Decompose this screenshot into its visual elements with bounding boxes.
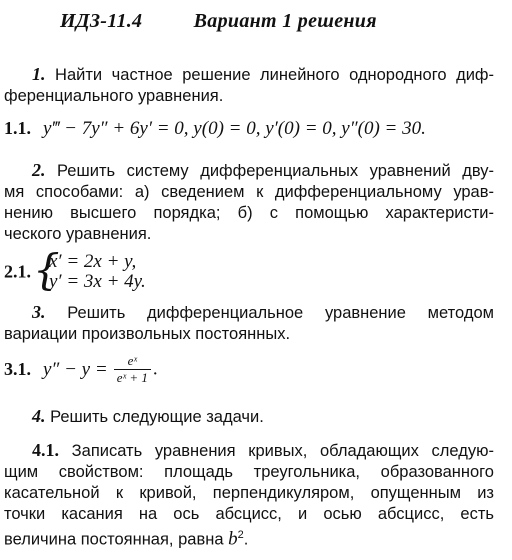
page-header [60,10,377,33]
task-4-1-number: 4.1. [32,440,59,460]
task-2-line-2: мя способами: а) сведением к дифференциальному урав- [4,183,494,201]
task-2-1-number: 2.1. [4,261,31,282]
task-3-line-2: вариации произвольных постоянных. [4,325,291,343]
task-4-1-line-4: точки касания на ось абсцисс, и осью абсцисс, есть [4,505,494,523]
task-2-line-1: Решить систему дифференциальных уравнений дву- [57,162,494,180]
task-4 [4,406,494,428]
task-2-number: 2. [32,160,46,180]
left-brace: { [33,245,60,294]
task-1-line-2: ференциального уравнения. [4,87,224,105]
task-4-1 [4,440,494,551]
fraction-denominator: eˣ + 1 [116,370,148,385]
task-1-line-1: Найти частное решение линейного однородного диф- [55,66,494,84]
task-4-1-line-1: Записать уравнения кривых, обладающих следую- [71,442,494,460]
variant-title: Вариант 1 решения [193,10,377,32]
task-1-number: 1. [32,64,46,84]
task-3-1-number: 3.1. [4,359,31,379]
task-3-number: 3. [32,302,46,322]
task-2-line-4: ческого уравнения. [4,225,152,243]
assignment-title: ИДЗ-11.4 [60,10,143,32]
task-2-1 [4,245,146,294]
fraction [114,354,151,385]
task-1 [4,64,494,107]
task-4-1-line-3: касательной к кривой, перпендикуляром, опущенным из [4,484,494,502]
task-4-line-1: Решить следующие задачи. [50,408,264,426]
task-3-1 [4,354,158,385]
task-1-1 [4,118,426,140]
task-1-1-number: 1.1. [4,118,31,138]
system-equation-1: x′ = 2x + y, [49,251,137,272]
task-3-line-1: Решить дифференциальное уравнение методом [67,304,494,322]
task-3-1-lhs: y″ − y = [43,358,108,380]
system-equation-2: y′ = 3x + 4y. [49,271,146,292]
task-4-1-line-2: щим свойством: площадь треугольника, образованного [4,463,494,481]
task-3 [4,302,494,345]
task-1-1-equation: y‴ − 7y″ + 6y′ = 0, y(0) = 0, y′(0) = 0, y″(0) = 30. [43,118,426,139]
task-2-line-3: нению высшего порядка; б) с помощью характеристи- [4,204,494,222]
task-3-1-period: . [152,358,158,380]
equation-system [33,245,146,294]
task-4-number: 4. [32,406,46,426]
task-2 [4,160,494,245]
fraction-numerator: eˣ [114,354,151,370]
task-4-1-line-5: величина постоянная, равна $b^2$. [4,528,249,550]
